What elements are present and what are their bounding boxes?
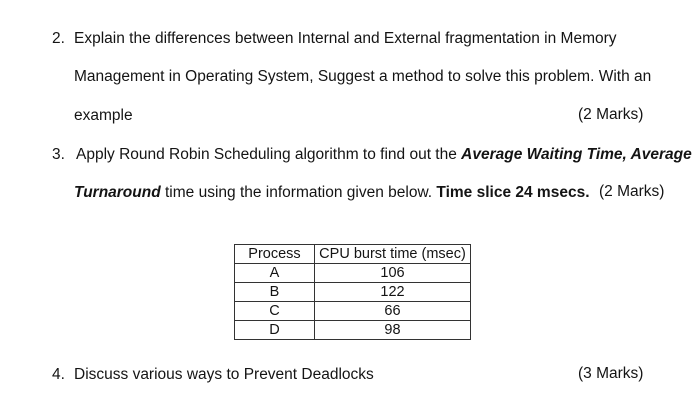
question-2-marks: (2 Marks) xyxy=(578,106,644,123)
question-3-emphasis: Average Waiting Time, Average xyxy=(461,146,692,163)
question-2-line-2: Management in Operating System, Suggest a method to solve this problem. With an xyxy=(74,68,652,85)
question-2-number: 2. xyxy=(52,30,65,47)
burst-cell: 106 xyxy=(315,264,471,283)
process-cell: D xyxy=(235,321,315,340)
burst-cell: 98 xyxy=(315,321,471,340)
burst-time-table xyxy=(234,244,471,340)
header-process: Process xyxy=(235,245,315,264)
process-cell: A xyxy=(235,264,315,283)
question-4-marks: (3 Marks) xyxy=(578,365,644,382)
question-3-text-2: time using the information given below. xyxy=(160,184,437,201)
question-3-line-2 xyxy=(74,183,590,203)
table-row xyxy=(235,264,471,283)
burst-cell: 66 xyxy=(315,302,471,321)
question-3-emphasis-2: Turnaround xyxy=(74,184,161,201)
table-header-row xyxy=(235,245,471,264)
question-2-line-3: example xyxy=(74,107,133,124)
question-2-line-1: Explain the differences between Internal and External fragmentation in Memory xyxy=(74,30,617,47)
question-3-line-1 xyxy=(76,145,692,165)
question-3-number: 3. xyxy=(52,146,65,163)
table-row xyxy=(235,302,471,321)
process-cell: B xyxy=(235,283,315,302)
question-3-marks: (2 Marks) xyxy=(599,183,665,200)
header-cpu-burst: CPU burst time (msec) xyxy=(315,245,471,264)
question-3-text: Apply Round Robin Scheduling algorithm to find out the xyxy=(76,146,462,163)
burst-cell: 122 xyxy=(315,283,471,302)
table-row xyxy=(235,283,471,302)
question-4-line-1: Discuss various ways to Prevent Deadlocks xyxy=(74,366,374,383)
question-4-number: 4. xyxy=(52,366,65,383)
process-cell: C xyxy=(235,302,315,321)
time-slice: Time slice 24 msecs. xyxy=(436,184,590,201)
table-row xyxy=(235,321,471,340)
